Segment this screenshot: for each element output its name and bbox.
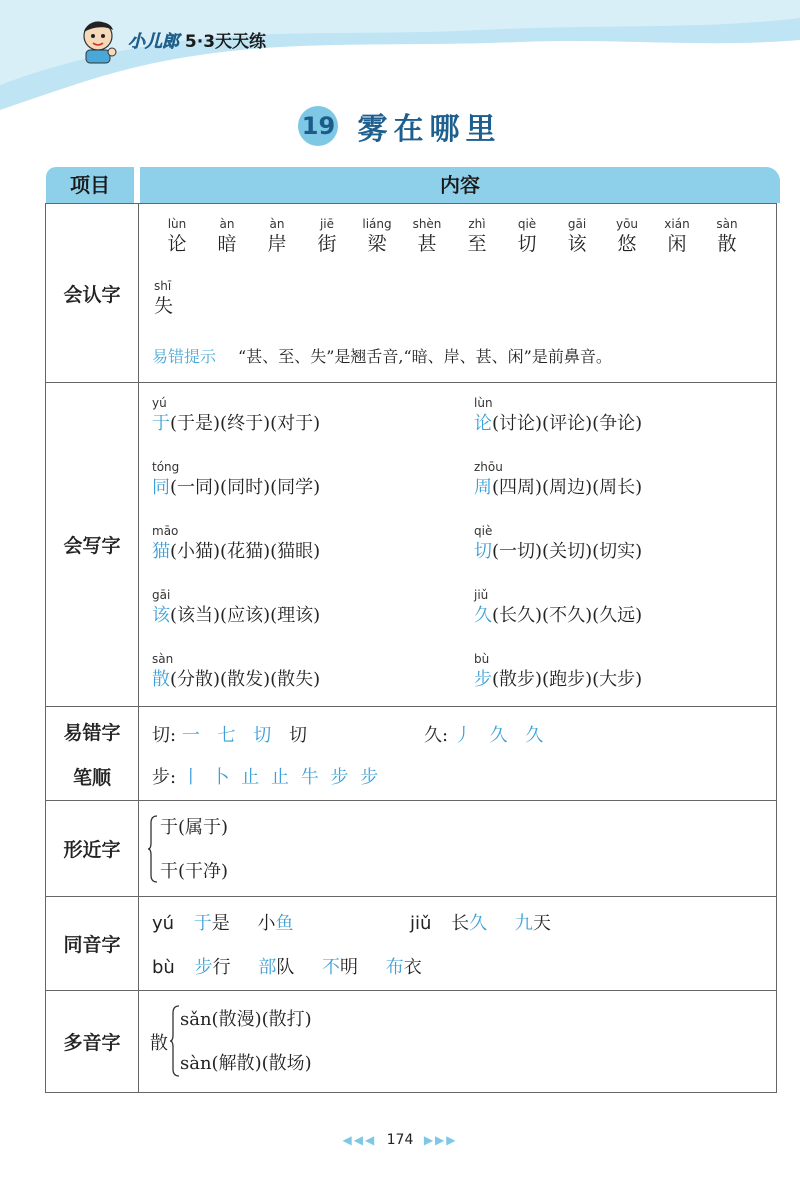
- word-rest: 是: [211, 913, 230, 934]
- word-rest: 长: [451, 913, 470, 934]
- brand-series: 5·3天天练: [184, 32, 267, 52]
- stroke-order-qie: [152, 721, 319, 747]
- stroke-step: 步: [330, 767, 349, 788]
- write-words: (散步)(跑步)(大步): [492, 669, 643, 690]
- write-words: (于是)(终于)(对于): [170, 413, 321, 434]
- pinyin: zhōu: [474, 460, 503, 474]
- pinyin: shī: [154, 279, 172, 293]
- tip-line: [152, 344, 612, 367]
- char-cell: [702, 216, 752, 256]
- similar-line-2: 干(干净): [160, 861, 229, 882]
- pinyin: sàn: [716, 217, 738, 231]
- row-stroke-order: [46, 706, 776, 800]
- word-rest: 行: [212, 957, 231, 978]
- word-rest: 队: [276, 957, 295, 978]
- write-words: (四周)(周边)(周长): [492, 477, 643, 498]
- pinyin: bù: [152, 957, 175, 978]
- hanzi: 切: [517, 233, 537, 255]
- hanzi: 梁: [367, 233, 387, 255]
- column-header-content: 内容: [140, 167, 780, 203]
- highlight-char: 步: [194, 957, 213, 978]
- stroke-step: 丨: [181, 767, 200, 788]
- page-number: 174: [386, 1132, 414, 1148]
- write-words: (一同)(同时)(同学): [170, 477, 321, 498]
- row-label: 同音字: [46, 897, 139, 990]
- write-char: 同: [152, 477, 170, 498]
- write-item: [474, 651, 774, 693]
- brace-icon: [148, 815, 158, 883]
- char-cell: [202, 216, 252, 256]
- word-rest: 衣: [403, 957, 422, 978]
- pinyin: yú: [152, 913, 175, 934]
- homophone-jiu: [410, 909, 573, 935]
- stroke-order-bu: [152, 763, 384, 789]
- write-char: 于: [152, 413, 170, 434]
- pinyin: liáng: [362, 217, 392, 231]
- write-char: 久: [474, 605, 492, 626]
- char-cell: [652, 216, 702, 256]
- char-cell: [302, 216, 352, 256]
- hanzi: 散: [717, 233, 737, 255]
- stroke-step: 止: [271, 767, 290, 788]
- hanzi: 暗: [217, 233, 237, 255]
- write-char: 散: [152, 669, 170, 690]
- char-cell: [152, 216, 202, 256]
- write-char: 该: [152, 605, 170, 626]
- write-words: (讨论)(评论)(争论): [492, 413, 643, 434]
- char-cell: [402, 216, 452, 256]
- pinyin: lùn: [474, 396, 493, 410]
- hanzi: 街: [317, 233, 337, 255]
- lesson-title: 雾在哪里: [357, 112, 502, 147]
- word-rest: 天: [532, 913, 551, 934]
- highlight-char: 鱼: [275, 913, 294, 934]
- homophone-yu: [152, 909, 316, 935]
- pinyin: bù: [474, 652, 490, 666]
- highlight-char: 不: [322, 957, 341, 978]
- write-item: [474, 395, 774, 437]
- pinyin: àn: [219, 217, 235, 231]
- pinyin: māo: [152, 524, 179, 538]
- stroke-step: 久: [525, 725, 544, 746]
- write-words: (分散)(散发)(散失): [170, 669, 321, 690]
- pinyin: jiē: [319, 217, 335, 231]
- polyphone-line-2: sàn(解散)(散场): [180, 1053, 312, 1074]
- recognize-char-line: [152, 216, 752, 256]
- row-content: [138, 204, 776, 382]
- char-cell: [352, 216, 402, 256]
- pinyin: jiǔ: [410, 913, 432, 934]
- pinyin: sàn: [152, 652, 174, 666]
- write-char: 切: [474, 541, 492, 562]
- row-content: [138, 897, 776, 990]
- pinyin: gāi: [152, 588, 171, 602]
- stroke-head: 久:: [424, 725, 449, 746]
- homophone-word: [386, 957, 422, 978]
- homophone-word: [515, 913, 551, 934]
- write-item: [152, 459, 452, 501]
- hanzi: 失: [154, 295, 174, 317]
- row-content: [138, 991, 776, 1092]
- similar-line-1: 于(属于): [160, 817, 229, 838]
- hanzi: 甚: [417, 233, 437, 255]
- char-cell: [552, 216, 602, 256]
- highlight-char: 九: [514, 913, 533, 934]
- highlight-char: 于: [193, 913, 212, 934]
- pinyin: shèn: [412, 217, 442, 231]
- write-words: (长久)(不久)(久远): [492, 605, 643, 626]
- row-label: 多音字: [46, 991, 139, 1092]
- write-item: [474, 459, 774, 501]
- tip-text: “甚、至、失”是翘舌音,“暗、岸、甚、闲”是前鼻音。: [238, 347, 612, 366]
- write-item: [152, 587, 452, 629]
- hanzi: 悠: [617, 233, 637, 255]
- homophone-word: [258, 913, 294, 934]
- brand-name: 小儿郎: [128, 32, 179, 52]
- row-label: 会认字: [46, 204, 139, 382]
- char-cell: [252, 216, 302, 256]
- write-item: [152, 651, 452, 693]
- stroke-step: 步: [360, 767, 379, 788]
- recognize-char-line-2: [152, 278, 752, 318]
- tip-label: 易错提示: [152, 347, 217, 366]
- write-words: (该当)(应该)(理该): [170, 605, 321, 626]
- pinyin: xián: [664, 217, 690, 231]
- row-content: [138, 707, 776, 800]
- highlight-char: 布: [385, 957, 404, 978]
- pinyin: àn: [269, 217, 285, 231]
- stroke-step: 切: [289, 725, 308, 746]
- homophone-word: [258, 957, 294, 978]
- polyphone-head: 散: [150, 1033, 168, 1054]
- row-write: [46, 382, 776, 706]
- row-homophone: [46, 896, 776, 990]
- column-header-item: 项目: [46, 167, 134, 203]
- row-recognize: [46, 204, 776, 382]
- hanzi: 岸: [267, 233, 287, 255]
- pinyin: qiè: [474, 524, 493, 538]
- word-rest: 明: [340, 957, 359, 978]
- char-cell: [502, 216, 552, 256]
- write-words: (小猫)(花猫)(猫眼): [170, 541, 321, 562]
- homophone-word: [451, 913, 487, 934]
- hanzi: 闲: [667, 233, 687, 255]
- stroke-step: 卜: [211, 767, 230, 788]
- row-similar: [46, 800, 776, 896]
- write-words: (一切)(关切)(切实): [492, 541, 643, 562]
- page-footer: [0, 1132, 800, 1148]
- pinyin: tóng: [152, 460, 180, 474]
- char-cell: [602, 216, 652, 256]
- highlight-char: 久: [469, 913, 488, 934]
- hanzi: 该: [567, 233, 587, 255]
- row-label: [46, 707, 139, 800]
- stroke-step: 七: [217, 725, 236, 746]
- brand-logo: [128, 27, 266, 52]
- row-label: 形近字: [46, 801, 139, 896]
- row-label-line1: 易错字: [63, 721, 121, 744]
- stroke-step: 久: [489, 725, 508, 746]
- left-arrows-icon: ◀◀◀: [342, 1133, 377, 1147]
- hanzi: 论: [167, 233, 187, 255]
- hanzi: 至: [467, 233, 487, 255]
- pinyin: yú: [152, 396, 167, 410]
- pinyin: qiè: [517, 217, 537, 231]
- mascot-boy-icon: [76, 16, 122, 64]
- highlight-char: 部: [258, 957, 277, 978]
- pinyin: yōu: [615, 217, 639, 231]
- lesson-title-row: [0, 104, 800, 148]
- homophone-word: [195, 957, 231, 978]
- stroke-step: 止: [241, 767, 260, 788]
- write-item: [474, 587, 774, 629]
- homophone-bu: [152, 953, 444, 979]
- right-arrows-icon: ▶▶▶: [423, 1133, 458, 1147]
- write-item: [152, 523, 452, 565]
- write-char: 周: [474, 477, 492, 498]
- homophone-word: [322, 957, 358, 978]
- stroke-step: 牛: [300, 767, 319, 788]
- pinyin: gāi: [567, 217, 587, 231]
- row-content: [138, 383, 776, 706]
- write-item: [474, 523, 774, 565]
- write-char: 猫: [152, 541, 170, 562]
- row-content: [138, 801, 776, 896]
- stroke-step: 丿: [453, 725, 472, 746]
- lesson-number-badge: 19: [298, 106, 338, 146]
- write-char: 步: [474, 669, 492, 690]
- stroke-head: 切:: [152, 725, 177, 746]
- homophone-word: [194, 913, 230, 934]
- stroke-head: 步:: [152, 767, 177, 788]
- char-cell: [152, 278, 204, 318]
- row-label-line2: 笔顺: [72, 766, 111, 789]
- row-polyphone: [46, 990, 776, 1092]
- brace-icon: [170, 1005, 180, 1077]
- char-cell: [452, 216, 502, 256]
- word-rest: 小: [257, 913, 276, 934]
- study-table: [45, 203, 777, 1093]
- row-label: 会写字: [46, 383, 139, 706]
- pinyin: zhì: [468, 217, 486, 231]
- polyphone-line-1: sǎn(散漫)(散打): [180, 1009, 312, 1030]
- write-item: [152, 395, 452, 437]
- stroke-step: 切: [253, 725, 272, 746]
- stroke-order-jiu: [424, 721, 555, 747]
- pinyin: lùn: [167, 217, 187, 231]
- pinyin: jiǔ: [474, 588, 489, 602]
- write-char: 论: [474, 413, 492, 434]
- stroke-step: 一: [181, 725, 200, 746]
